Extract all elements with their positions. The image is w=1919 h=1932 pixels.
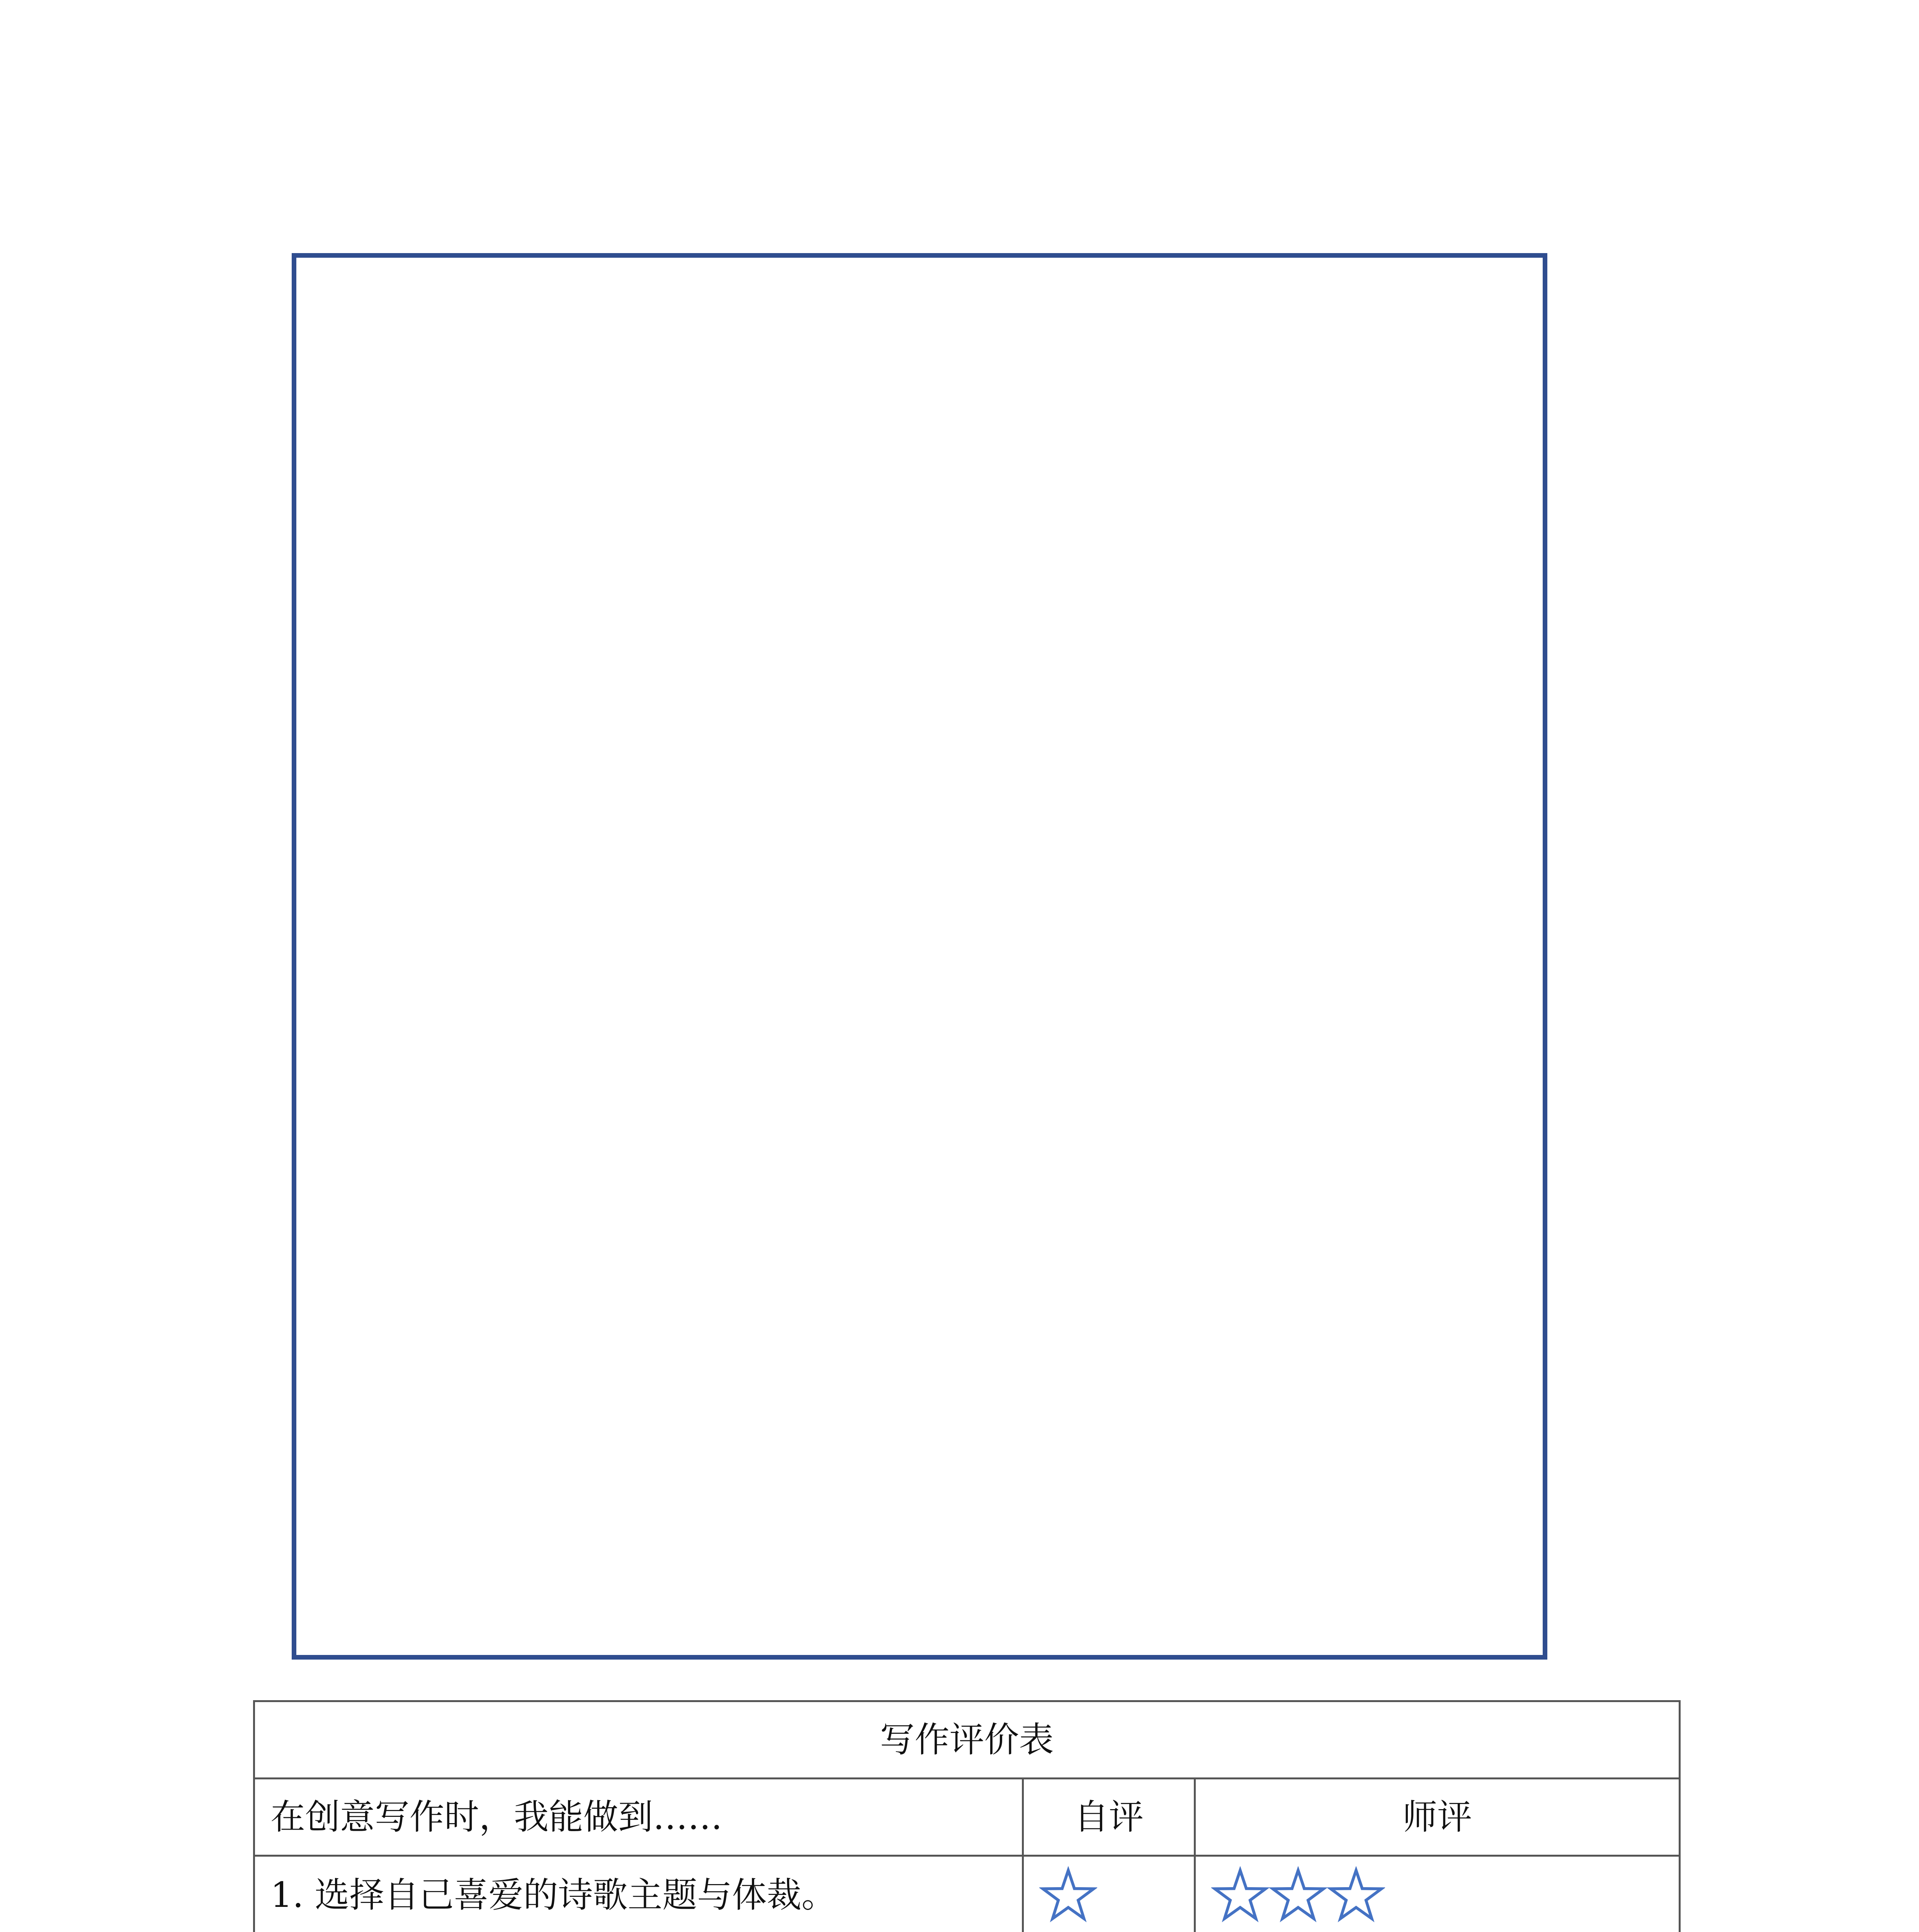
table-title: 写作评价表 [254,1701,1680,1779]
writing-box [292,253,1547,1660]
criterion-text: 1. 选择自己喜爱的诗歌主题与体裁。 [254,1856,1023,1932]
outline-star-icon [1327,1866,1385,1924]
outline-star-icon [1211,1866,1269,1924]
teacher-eval-cell [1195,1856,1680,1932]
outline-star-icon [1039,1866,1097,1924]
evaluation-table [253,1700,1681,1932]
outline-star-icon [1269,1866,1327,1924]
table-header-row [254,1779,1680,1856]
self-eval-cell [1023,1856,1195,1932]
table-title-row [254,1701,1680,1779]
teacher-eval-header: 师评 [1195,1779,1680,1856]
self-eval-header: 自评 [1023,1779,1195,1856]
criteria-header: 在创意写作时，我能做到…… [254,1779,1023,1856]
table-row [254,1856,1680,1932]
